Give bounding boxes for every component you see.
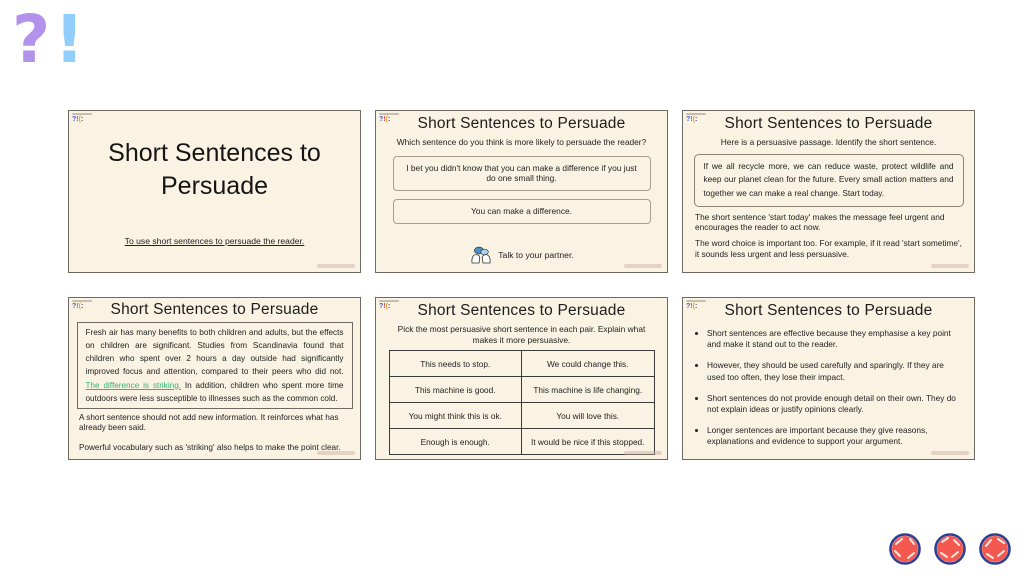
table-cell: This machine is good. xyxy=(389,377,522,403)
brand-logo xyxy=(12,0,88,80)
list-item: • Longer sentences are important because they give reasons, explanations and evidence to support your argument. xyxy=(707,425,960,447)
brand-glyph: ? xyxy=(379,303,384,310)
slide-brand-logo xyxy=(686,113,716,123)
brand-glyph: ? xyxy=(72,116,77,123)
table-cell: This needs to stop. xyxy=(389,351,522,377)
brand-glyph: ! xyxy=(690,303,693,310)
slide-thumbnail-2[interactable] xyxy=(375,110,668,273)
slide-thumbnail-4[interactable] xyxy=(68,297,361,460)
slide-grid xyxy=(68,110,975,460)
slide-brand-caption xyxy=(686,300,706,302)
exclamation-mark-icon: ! xyxy=(54,1,89,78)
slide-brand-caption xyxy=(686,113,706,115)
slide-thumbnail-6[interactable] xyxy=(682,297,975,460)
slide-brand-caption xyxy=(72,113,92,115)
brand-glyph: ! xyxy=(76,116,79,123)
brand-glyph: ( xyxy=(78,303,81,310)
slide-watermark xyxy=(317,451,355,455)
highlighted-short-sentence: The difference is striking. xyxy=(85,380,182,390)
talk-partners-icon xyxy=(469,246,493,264)
brand-glyph: ! xyxy=(383,303,386,310)
list-item: • However, they should be used carefully and sparingly. If they are used too often, they lose their impact. xyxy=(707,360,960,382)
slide-watermark xyxy=(317,264,355,268)
brand-glyph: ! xyxy=(690,116,693,123)
slide-prompt: Pick the most persuasive short sentence in each pair. Explain what makes it more persuasive. xyxy=(397,324,646,345)
slide-thumbnail-5[interactable] xyxy=(375,297,668,460)
question-mark-icon: ? xyxy=(12,1,55,78)
explanation-note: A short sentence should not add new information. It reinforces what has already been said. xyxy=(79,412,339,433)
explanation-note: Powerful vocabulary such as 'striking' also helps to make the point clear. xyxy=(79,443,341,453)
brand-glyph: ! xyxy=(76,303,79,310)
slide-thumbnail-1[interactable] xyxy=(68,110,361,273)
slide-title: Short Sentences to Persuade xyxy=(724,302,933,319)
slide-watermark xyxy=(624,451,662,455)
slide-brand-logo xyxy=(686,300,716,310)
brand-glyph: : xyxy=(387,116,391,123)
brand-glyph: ! xyxy=(383,116,386,123)
list-item: • Short sentences do not provide enough detail on their own. They do not explain ideas or justify opinions clearly. xyxy=(707,393,960,415)
persuasive-passage xyxy=(77,322,353,409)
slide-brand-logo xyxy=(72,113,102,123)
brand-glyph: : xyxy=(80,116,84,123)
brand-glyph: ( xyxy=(692,116,695,123)
brand-glyph: ( xyxy=(78,116,81,123)
table-cell: It would be nice if this stopped. xyxy=(522,429,655,455)
circle-button-group xyxy=(888,532,1012,566)
table-cell: Enough is enough. xyxy=(389,429,522,455)
slide-brand-caption xyxy=(379,300,399,302)
slide-brand-caption xyxy=(379,113,399,115)
brand-glyph: ( xyxy=(692,303,695,310)
table-cell: This machine is life changing. xyxy=(522,377,655,403)
brand-glyph: : xyxy=(694,303,698,310)
talk-partner-label: Talk to your partner. xyxy=(498,250,574,260)
slide-brand-logo xyxy=(72,300,102,310)
slide-title: Short Sentences to Persuade xyxy=(110,301,319,318)
lesson-objective: To use short sentences to persuade the reader. xyxy=(124,236,305,246)
brand-glyph: ? xyxy=(686,116,691,123)
slide-thumbnail-3[interactable] xyxy=(682,110,975,273)
slide-title: Short Sentences to Persuade xyxy=(417,115,626,132)
persuasive-passage: If we all recycle more, we can reduce waste, protect wildlife and keep our planet clean for the future. Every small action matters and together we can make a real change. Start today. xyxy=(694,154,964,207)
slide-brand-logo xyxy=(379,300,409,310)
slide-brand-logo xyxy=(379,113,409,123)
slide-watermark xyxy=(931,451,969,455)
sentence-option-short: You can make a difference. xyxy=(393,199,651,224)
table-cell: You might think this is ok. xyxy=(389,403,522,429)
slide-watermark xyxy=(931,264,969,268)
table-row xyxy=(389,429,654,455)
table-row xyxy=(389,351,654,377)
list-item: • Short sentences are effective because they emphasise a key point and make it stand out to the reader. xyxy=(707,328,960,350)
slide-watermark xyxy=(624,264,662,268)
slide-main-title: Short Sentences to Persuade xyxy=(108,139,321,200)
slide-prompt: Which sentence do you think is more likely to persuade the reader? xyxy=(396,137,647,147)
brand-glyph: ( xyxy=(385,116,388,123)
scribble-circle-button-1[interactable] xyxy=(888,532,922,566)
brand-glyph: ? xyxy=(72,303,77,310)
explanation-note: The short sentence 'start today' makes the message feel urgent and encourages the reader to act now. xyxy=(695,211,945,233)
brand-glyph: ( xyxy=(385,303,388,310)
scribble-circle-button-3[interactable] xyxy=(978,532,1012,566)
scribble-circle-button-2[interactable] xyxy=(933,532,967,566)
slide-title: Short Sentences to Persuade xyxy=(417,302,626,319)
table-cell: We could change this. xyxy=(522,351,655,377)
table-row xyxy=(389,403,654,429)
passage-text: Fresh air has many benefits to both children and adults, but the effects on children are significant. Studies from Scandinavia found that children who spent over 2 hours a day outside had significantly improved focus and attention, compared to their peers who did not. xyxy=(85,328,344,377)
sentence-pairs-table xyxy=(389,350,655,455)
explanation-note: The word choice is important too. For example, if it read 'start sometime', it sounds less urgent and less persuasive. xyxy=(695,238,962,259)
slide-title: Short Sentences to Persuade xyxy=(724,115,933,132)
brand-glyph: ? xyxy=(379,116,384,123)
sentence-option-long: I bet you didn't know that you can make a difference if you just do one small thing. xyxy=(393,156,651,192)
brand-glyph: : xyxy=(694,116,698,123)
table-cell: You will love this. xyxy=(522,403,655,429)
table-row xyxy=(389,377,654,403)
brand-glyph: ? xyxy=(686,303,691,310)
slide-brand-caption xyxy=(72,300,92,302)
brand-glyph: : xyxy=(387,303,391,310)
summary-bullet-list xyxy=(707,328,960,448)
brand-glyph: : xyxy=(80,303,84,310)
slide-prompt: Here is a persuasive passage. Identify the short sentence. xyxy=(720,137,937,147)
passage-text: In addition, children who spent more time outdoors were less susceptible to illnesses such as the common cold. xyxy=(85,380,344,403)
